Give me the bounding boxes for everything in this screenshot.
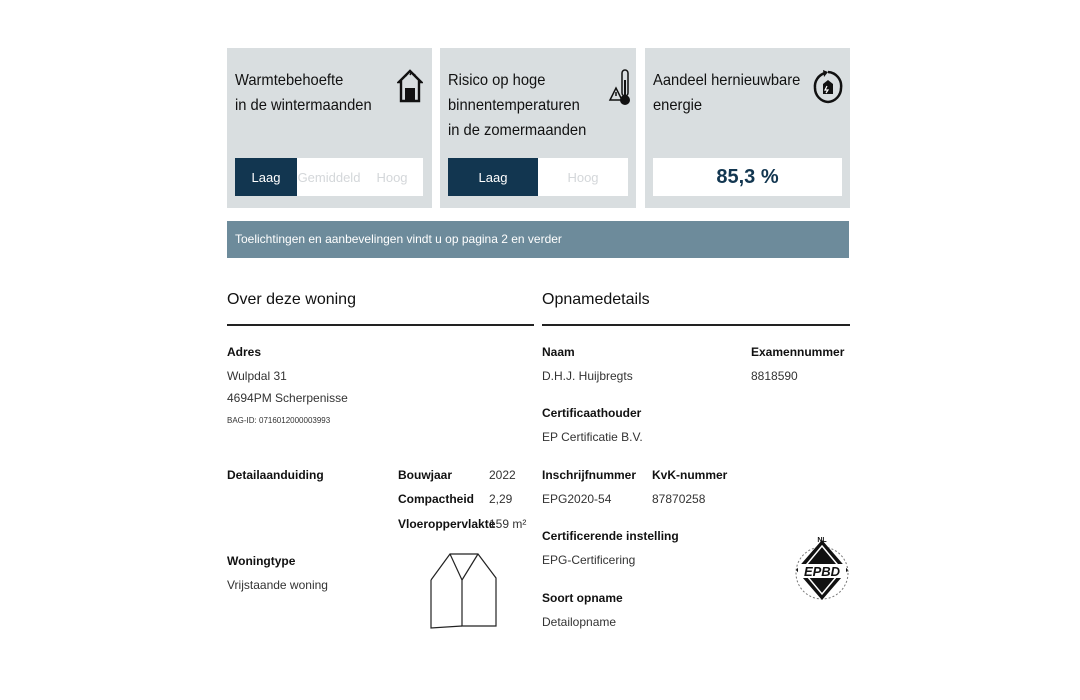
adres-line2: 4694PM Scherpenisse <box>227 391 348 405</box>
scale-option-laag: Laag <box>235 158 297 196</box>
thermometer-warning-icon <box>608 68 632 113</box>
scale-option-gemiddeld: Gemiddeld <box>297 158 361 196</box>
certificerende-instelling-label: Certificerende instelling <box>542 529 679 543</box>
scale-option-laag: Laag <box>448 158 538 196</box>
detached-house-icon <box>428 550 500 635</box>
kvk-nummer-value: 87870258 <box>652 492 706 506</box>
compactheid-label: Compactheid <box>398 492 475 506</box>
inschrijfnummer-value: EPG2020-54 <box>542 492 612 506</box>
soort-opname-label: Soort opname <box>542 591 623 605</box>
house-heat-icon <box>397 68 423 109</box>
card-summer-risk-title: Risico op hoge binnentemperaturen in de zomermaanden <box>448 72 587 139</box>
examennummer-label: Examennummer <box>751 345 845 359</box>
adres-label: Adres <box>227 345 262 359</box>
kvk-nummer-label: KvK-nummer <box>652 468 728 482</box>
recycle-energy-icon <box>813 68 843 113</box>
svg-text:NL: NL <box>817 537 827 544</box>
vloeroppervlakte-label: Vloeroppervlakte <box>398 517 496 531</box>
woningtype-value: Vrijstaande woning <box>227 578 328 592</box>
examennummer-value: 8818590 <box>751 369 798 383</box>
scale-option-hoog: Hoog <box>361 158 423 196</box>
bouwjaar-label: Bouwjaar <box>398 468 453 482</box>
card-summer-risk <box>440 48 636 208</box>
heat-demand-scale <box>235 158 423 196</box>
info-banner: Toelichtingen en aanbevelingen vindt u op pagina 2 en verder <box>227 221 849 258</box>
section-title-woning: Over deze woning <box>227 291 356 308</box>
summer-risk-scale <box>448 158 628 196</box>
certificaathouder-value: EP Certificatie B.V. <box>542 430 643 444</box>
epbd-logo <box>792 530 854 619</box>
epbd-logo-text: EPBD <box>803 564 841 579</box>
section-divider <box>227 324 534 326</box>
woningtype-label: Woningtype <box>227 554 296 568</box>
certificaathouder-label: Certificaathouder <box>542 406 642 420</box>
bag-id: BAG-ID: 0716012000003993 <box>227 416 331 425</box>
naam-value: D.H.J. Huijbregts <box>542 369 633 383</box>
scale-option-hoog: Hoog <box>538 158 628 196</box>
certificerende-instelling-value: EPG-Certificering <box>542 553 636 567</box>
card-heat-demand-title: Warmtebehoefte in de wintermaanden <box>235 72 372 114</box>
adres-line1: Wulpdal 31 <box>227 369 287 383</box>
section-divider <box>542 324 850 326</box>
naam-label: Naam <box>542 345 575 359</box>
soort-opname-value: Detailopname <box>542 615 617 629</box>
card-heat-demand <box>227 48 432 208</box>
card-renewable-title: Aandeel hernieuwbare energie <box>653 72 801 114</box>
compactheid-value: 2,29 <box>489 492 513 506</box>
renewable-percentage: 85,3 % <box>653 158 842 196</box>
detailaanduiding-label: Detailaanduiding <box>227 468 324 482</box>
card-renewable <box>645 48 850 208</box>
vloeroppervlakte-value: 159 m² <box>489 517 527 531</box>
section-title-opname: Opnamedetails <box>542 291 650 308</box>
bouwjaar-value: 2022 <box>489 468 516 482</box>
inschrijfnummer-label: Inschrijfnummer <box>542 468 637 482</box>
